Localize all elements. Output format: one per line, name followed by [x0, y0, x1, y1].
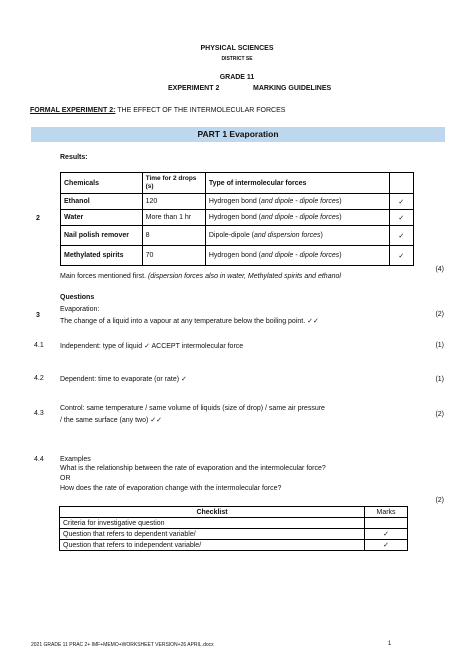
marks-results: (4) [435, 266, 444, 273]
question-number-4-3: 4.3 [34, 410, 44, 417]
column-header-forces: Type of intermolecular forces [205, 173, 389, 194]
tick-mark-icon: ✓ [389, 194, 414, 210]
time-cell: 70 [142, 246, 205, 266]
chemical-cell: Water [61, 210, 143, 226]
marks-q41: (1) [435, 342, 444, 349]
force-cell: Hydrogen bond (and dipole - dipole forces) [205, 210, 389, 226]
table-row [61, 194, 414, 210]
q41-line1: Independent: type of liquid ✓ ACCEPT intermolecular force [60, 343, 244, 350]
experiment-title-text: THE EFFECT OF THE INTERMOLECULAR FORCES [115, 107, 286, 114]
q44-line4: How does the rate of evaporation change with the intermolecular force? [60, 485, 282, 492]
tick-mark-icon: ✓ [365, 540, 408, 551]
questions-heading: Questions [60, 294, 95, 301]
chemical-cell: Ethanol [61, 194, 143, 210]
experiment-title-label: FORMAL EXPERIMENT 2: [30, 107, 116, 114]
experiment-label: EXPERIMENT 2 [168, 85, 220, 92]
question-number-2: 2 [36, 215, 40, 222]
tick-mark-icon: ✓ [365, 529, 408, 540]
q3-line1: Evaporation: [60, 306, 100, 313]
marks-header: Marks [365, 507, 408, 518]
q44-line2: What is the relationship between the rate of evaporation and the intermolecular force? [60, 465, 326, 472]
table-row [61, 210, 414, 226]
marks-q42: (1) [435, 376, 444, 383]
table-row [61, 226, 414, 246]
chemical-cell: Nail polish remover [61, 226, 143, 246]
q44-line1: Examples [60, 456, 91, 463]
experiment-title [30, 107, 450, 114]
page-number: 1 [388, 641, 392, 647]
question-number-4-2: 4.2 [34, 375, 44, 382]
tick-mark-icon: ✓ [389, 226, 414, 246]
grade-label: GRADE 11 [219, 74, 255, 81]
q43-line1: Control: same temperature / same volume of liquids (size of drop) / same air pressure [60, 405, 325, 412]
subject-title: PHYSICAL SCIENCES [200, 45, 274, 52]
table-row [60, 540, 408, 551]
table-row [60, 518, 408, 529]
mark-cell [365, 518, 408, 529]
results-table [60, 172, 414, 266]
column-header-time: Time for 2 drops (s) [142, 173, 205, 194]
question-number-4-1: 4.1 [34, 342, 44, 349]
time-cell: 120 [142, 194, 205, 210]
question-number-4-4: 4.4 [34, 456, 44, 463]
criteria-cell: Criteria for investigative question [60, 518, 365, 529]
force-cell: Dipole-dipole (and dispersion forces) [205, 226, 389, 246]
results-header-row [61, 173, 414, 194]
marks-q44: (2) [435, 497, 444, 504]
district-label: DISTRICT SE [221, 56, 253, 62]
checklist-header-row [60, 507, 408, 518]
force-cell: Hydrogen bond (and dipole - dipole forces) [205, 246, 389, 266]
column-header-tick [389, 173, 414, 194]
checklist-table [59, 506, 408, 551]
force-cell: Hydrogen bond (and dipole - dipole forces) [205, 194, 389, 210]
criteria-cell: Question that refers to dependent variable/ [60, 529, 365, 540]
marks-q3: (2) [435, 311, 444, 318]
time-cell: 8 [142, 226, 205, 246]
footer-filename: 2021 GRADE 11 PRAC 2+ IMF+MEMO+WORKSHEET VERSION+26 APRIL.docx [31, 642, 214, 648]
guidelines-label: MARKING GUIDELINES [253, 85, 332, 92]
q43-line2: / the same surface (any two) ✓✓ [60, 417, 162, 424]
q3-line2: The change of a liquid into a vapour at any temperature below the boiling point. ✓✓ [60, 318, 319, 325]
question-number-3: 3 [36, 312, 40, 319]
time-cell: More than 1 hr [142, 210, 205, 226]
results-heading: Results: [60, 154, 88, 161]
part-banner: PART 1 Evaporation [31, 127, 445, 142]
results-note: Main forces mentioned first. (dispersion forces also in water, Methylated spirits and ethanol [60, 273, 341, 280]
table-row [60, 529, 408, 540]
q42-line1: Dependent: time to evaporate (or rate) ✓ [60, 376, 187, 383]
column-header-chemicals: Chemicals [61, 173, 143, 194]
criteria-cell: Question that refers to independent variable/ [60, 540, 365, 551]
q44-line3: OR [60, 475, 71, 482]
table-row [61, 246, 414, 266]
checklist-header: Checklist [60, 507, 365, 518]
tick-mark-icon: ✓ [389, 246, 414, 266]
chemical-cell: Methylated spirits [61, 246, 143, 266]
tick-mark-icon: ✓ [389, 210, 414, 226]
marks-q43: (2) [435, 411, 444, 418]
